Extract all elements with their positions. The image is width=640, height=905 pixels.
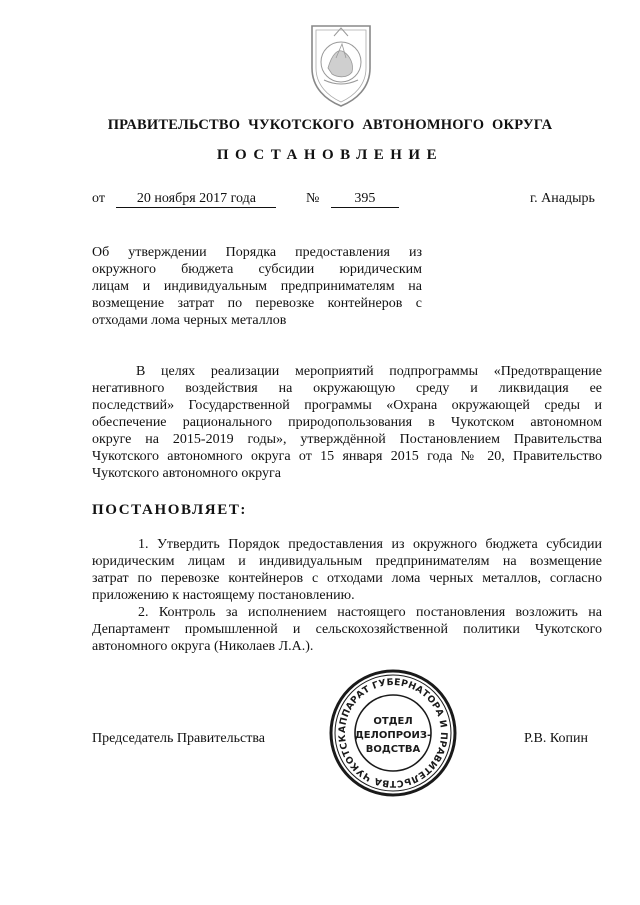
preamble-line: Чукотского автономного округа от 15 января 2015 года № 20, Правительство: [92, 449, 602, 464]
document-subject: [92, 244, 422, 329]
stamp-center-line: ДЕЛОПРОИЗ-: [354, 730, 432, 741]
item-line: приложению к настоящему постановлению.: [92, 588, 355, 603]
number-field: [306, 190, 399, 208]
subject-line: лицам и индивидуальным предпринимателям на: [92, 279, 422, 294]
decree-item-2: [92, 604, 602, 655]
date-label: от: [92, 191, 105, 206]
item-line: затрат по перевозке контейнеров с отходами лома черных металлов, согласно: [92, 571, 602, 586]
signatory-position: Председатель Правительства: [92, 731, 265, 746]
preamble-paragraph: [92, 363, 602, 482]
city: г. Анадырь: [530, 191, 595, 206]
date-value: 20 ноября 2017 года: [116, 191, 276, 208]
item-line: автономного округа (Николаев Л.А.).: [92, 639, 314, 654]
stamp-center-line: ВОДСТВА: [365, 744, 421, 755]
preamble-line: округе на 2015-2019 годы», утверждённой Постановлением Правительства: [92, 432, 602, 447]
item-line: Департамент промышленной и сельскохозяйственной политики Чукотского: [92, 622, 602, 637]
preamble-line: Чукотского автономного округа: [92, 466, 281, 481]
stamp-ring-text: АППАРАТ ГУБЕРНАТОРА И ПРАВИТЕЛЬСТВА ЧУКОТСК: [336, 676, 450, 790]
subject-line: Об утверждении Порядка предоставления из: [92, 245, 422, 260]
number-value: 395: [331, 191, 399, 208]
decree-item-1: [92, 536, 602, 604]
preamble-line: В целях реализации мероприятий подпрограммы «Предотвращение: [136, 364, 602, 379]
subject-line: возмещение затрат по перевозке контейнеров с: [92, 296, 422, 311]
coat-of-arms-icon: [298, 18, 384, 110]
seal-stamp-icon: [328, 668, 458, 798]
preamble-line: последствий» Государственной программы «Охрана окружающей среды и: [92, 398, 602, 413]
number-label: №: [306, 191, 320, 206]
subject-line: окружного бюджета субсидии юридическим: [92, 262, 422, 277]
item-line: 1. Утвердить Порядок предоставления из окружного бюджета субсидии: [138, 537, 602, 552]
organization-title: ПРАВИТЕЛЬСТВО ЧУКОТСКОГО АВТОНОМНОГО ОКРУГА: [107, 117, 553, 133]
item-line: юридическим лицам и индивидуальным предпринимателям на возмещение: [92, 554, 602, 569]
date-field: [92, 190, 276, 208]
signatory-name: Р.В. Копин: [524, 731, 588, 746]
decree-heading: ПОСТАНОВЛЯЕТ:: [92, 502, 248, 518]
preamble-line: негативного воздействия на окружающую среду и ликвидация ее: [92, 381, 602, 396]
stamp-center-line: ОТДЕЛ: [373, 716, 413, 727]
document-type: ПОСТАНОВЛЕНИЕ: [216, 147, 444, 163]
subject-line: отходами лома черных металлов: [92, 313, 287, 328]
item-line: 2. Контроль за исполнением настоящего постановления возложить на: [138, 605, 602, 620]
preamble-line: обеспечение рационального природопользования в Чукотском автономном: [92, 415, 602, 430]
